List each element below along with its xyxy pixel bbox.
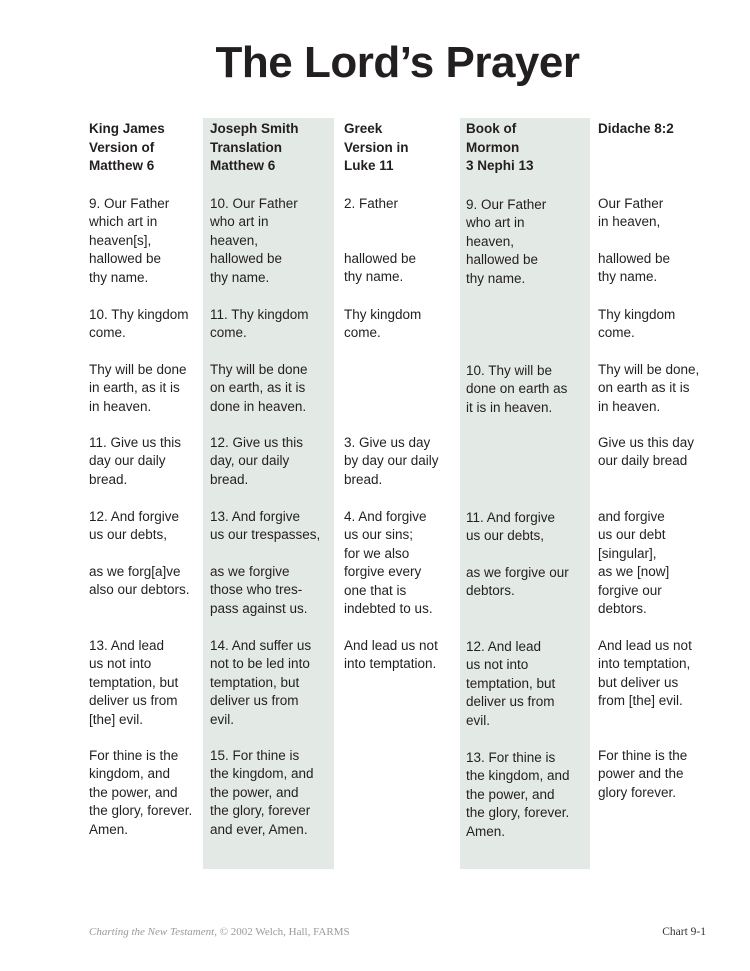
verse-cell: 13. For thine is the kingdom, and the power, and the glory, forever. Amen.	[466, 750, 570, 839]
verse-cell: 14. And suffer us not to be led into temptation, but deliver us from evil.	[210, 638, 312, 727]
verse-cell: Thy kingdom come.	[598, 307, 676, 341]
column-didache	[598, 120, 718, 800]
column-heading: Book of Mormon 3 Nephi 13	[466, 121, 534, 173]
verse-cell: 3. Give us day by day our daily bread.	[344, 435, 439, 487]
footer-credit	[89, 926, 350, 938]
verse-cell: 2. Father	[344, 196, 399, 211]
verse-cell: 12. And forgive us our debts,	[89, 509, 180, 543]
verse-cell: as we forgive our debtors.	[466, 565, 569, 599]
verse-cell: And lead us not into temptation, but deliver us from [the] evil.	[598, 638, 692, 709]
verse-cell: 11. Thy kingdom come.	[210, 307, 309, 341]
verse-cell: 9. Our Father who art in heaven, hallowed be thy name.	[466, 197, 547, 286]
verse-cell: Give us this day our daily bread	[598, 435, 695, 469]
verse-cell: 12. And lead us not into temptation, but deliver us from evil.	[466, 639, 556, 728]
verse-cell: 13. And forgive us our trespasses,	[210, 509, 321, 543]
verse-cell: 11. Give us this day our daily bread.	[89, 435, 182, 487]
verse-cell: 4. And forgive us our sins; for we also forgive every one that is indebted to us.	[344, 509, 433, 617]
verse-cell: 12. Give us this day, our daily bread.	[210, 435, 304, 487]
verse-cell: For thine is the kingdom, and the power, and the glory, forever. Amen.	[89, 748, 193, 837]
column-king-james	[89, 120, 203, 837]
column-heading: King James Version of Matthew 6	[89, 121, 165, 173]
verse-cell: 10. Our Father who art in heaven, hallowed be thy name.	[210, 196, 298, 285]
verse-cell: 15. For thine is the kingdom, and the power, and the glory, forever and ever, Amen.	[210, 748, 314, 837]
verse-cell: For thine is the power and the glory forever.	[598, 748, 688, 800]
verse-cell: 11. And forgive us our debts,	[466, 510, 556, 544]
column-heading: Didache 8:2	[598, 121, 674, 136]
page-title: The Lord’s Prayer	[215, 38, 580, 87]
verse-cell: 10. Thy will be done on earth as it is in heaven.	[466, 363, 568, 415]
chart-number: Chart 9-1	[662, 926, 706, 938]
verse-cell: and forgive us our debt [singular], as we [now] forgive our debtors.	[598, 509, 670, 617]
column-joseph-smith-translation	[210, 120, 328, 837]
column-book-of-mormon	[466, 120, 584, 839]
verse-cell: hallowed be thy name.	[344, 251, 417, 285]
verse-cell: 13. And lead us not into temptation, but deliver us from [the] evil.	[89, 638, 179, 727]
footer-book-title: Charting the New Testament	[89, 926, 215, 938]
verse-cell: Thy will be done in earth, as it is in heaven.	[89, 362, 187, 414]
verse-cell: 10. Thy kingdom come.	[89, 307, 189, 341]
verse-cell: And lead us not into temptation.	[344, 638, 438, 672]
verse-cell: 9. Our Father which art in heaven[s], hallowed be thy name.	[89, 196, 170, 285]
verse-cell: Thy kingdom come.	[344, 307, 422, 341]
verse-cell: Thy will be done, on earth as it is in heaven.	[598, 362, 700, 414]
column-heading: Greek Version in Luke 11	[344, 121, 409, 173]
verse-cell: Our Father in heaven,	[598, 196, 664, 230]
verse-cell: as we forgive those who tres- pass against us.	[210, 564, 308, 616]
column-greek-luke	[344, 120, 456, 672]
footer-copyright: , © 2002 Welch, Hall, FARMS	[214, 926, 350, 938]
verse-cell: hallowed be thy name.	[598, 251, 671, 285]
column-heading: Joseph Smith Translation Matthew 6	[210, 121, 299, 173]
verse-cell: as we forg[a]ve also our debtors.	[89, 564, 190, 598]
verse-cell: Thy will be done on earth, as it is done in heaven.	[210, 362, 308, 414]
